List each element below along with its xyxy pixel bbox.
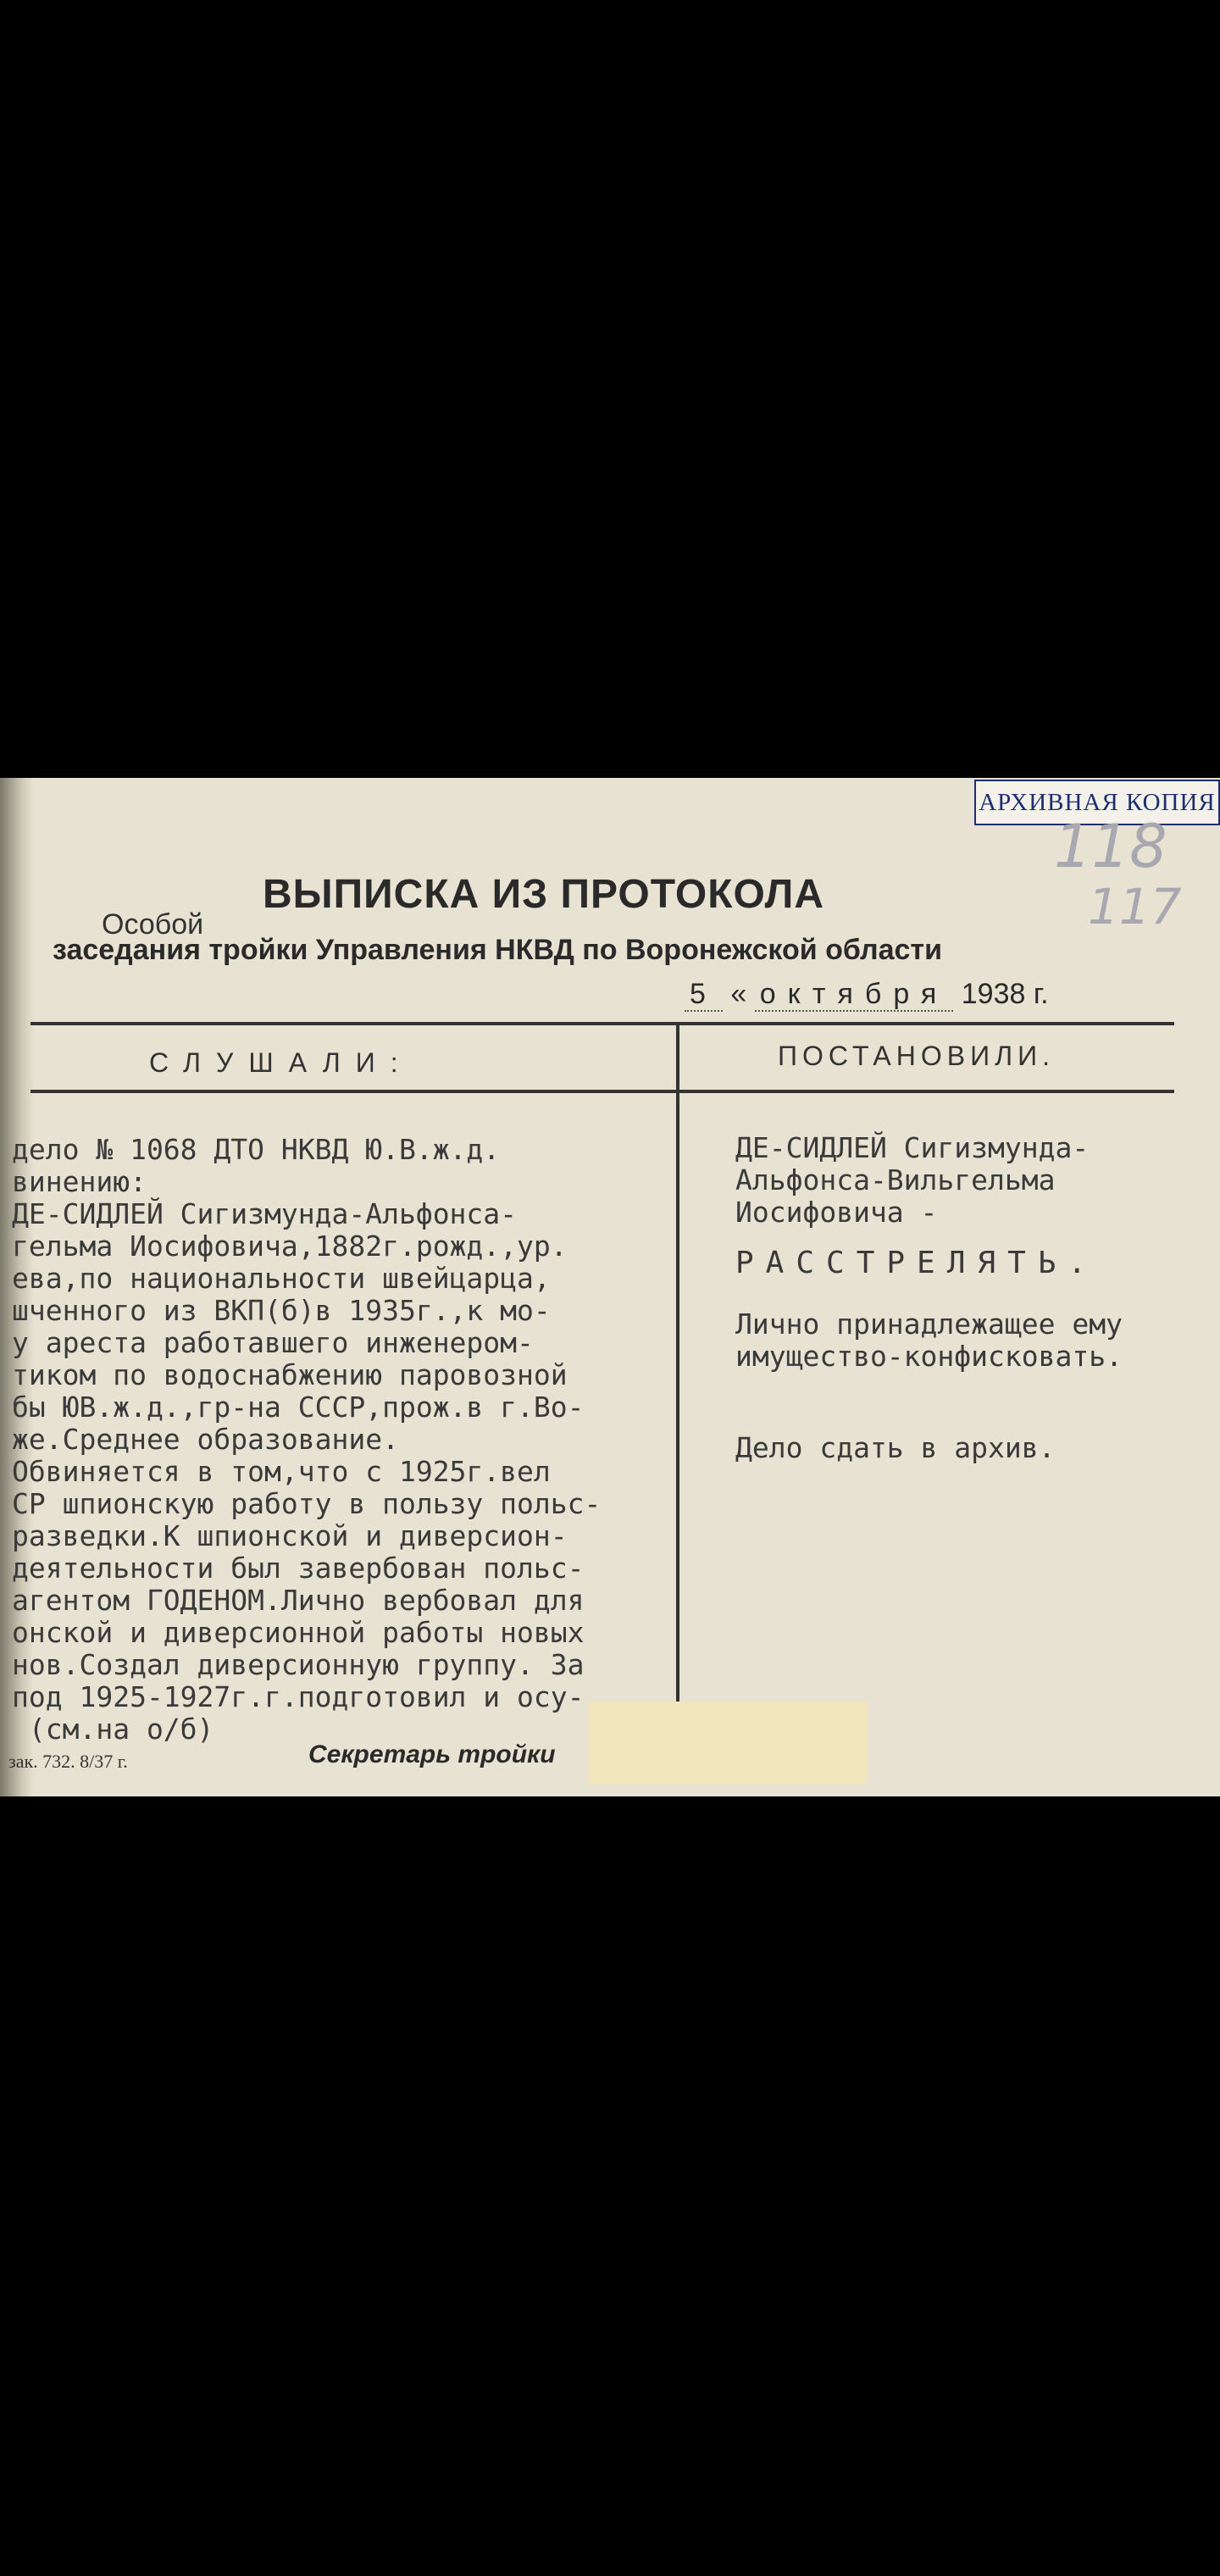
- date-day: 5: [685, 978, 723, 1012]
- archive-stamp: АРХИВНАЯ КОПИЯ: [974, 780, 1220, 825]
- table-column-divider: [676, 1022, 679, 1717]
- pencil-number-2: 117: [1088, 878, 1182, 935]
- secretary-label: Секретарь тройки: [308, 1740, 556, 1768]
- decision-property: Лично принадлежащее ему имущество-конфисковать.: [735, 1307, 1123, 1373]
- column-header-right: ПОСТАНОВИЛИ.: [778, 1041, 1055, 1071]
- decision-verdict: РАССТРЕЛЯТЬ.: [735, 1246, 1099, 1280]
- osoboi-label: Особой: [102, 908, 204, 941]
- decision-name: ДЕ-СИДЛЕЙ Сигизмунда- Альфонса-Вильгельма Иосифовича -: [735, 1131, 1090, 1229]
- document-subtitle: заседания тройки Управления НКВД по Воронежской области: [53, 934, 942, 966]
- decision-archive: Дело сдать в архив.: [735, 1431, 1056, 1464]
- document-title: ВЫПИСКА ИЗ ПРОТОКОЛА: [263, 872, 824, 917]
- pencil-number-1: 118: [1054, 812, 1167, 881]
- print-order-note: зак. 732. 8/37 г.: [8, 1751, 128, 1772]
- date-year: 1938 г.: [961, 978, 1049, 1010]
- protocol-date: [685, 978, 1049, 1011]
- redacted-signature: [588, 1702, 868, 1785]
- table-header-rule: [30, 1090, 1174, 1093]
- date-quote: «: [730, 978, 747, 1010]
- heard-case-text: дело № 1068 ДТО НКВД Ю.В.ж.д. винению: ДЕ-СИДЛЕЙ Сигизмунда-Альфонса- гельма Иосифовича,1882г.рожд.,ур. ева,по национальности швейцарца, шченного из ВКП(б)в 1935г.,к мо- у ареста работавшего инженером- тиком по водоснабжению паровозной бы ЮВ.ж.д.,гр-на СССР,прож.в г.Во- же.Среднее образование. Обвиняется в том,что с 1925г.вел СР шпионскую работу в пользу польс- разведки.К шпионской и диверсион- деятельности был завербован польс- агентом ГОДЕНОМ.Лично вербовал для онской и диверсионной работы новых нов.Создал диверсионную группу. За под 1925-1927г.г.подготовил и осу- (см.на о/б): [12, 1133, 602, 1746]
- column-header-left: СЛУШАЛИ:: [149, 1047, 413, 1078]
- table-top-rule: [30, 1022, 1174, 1025]
- document-scan: [0, 778, 1220, 1796]
- date-month: октября: [755, 978, 954, 1012]
